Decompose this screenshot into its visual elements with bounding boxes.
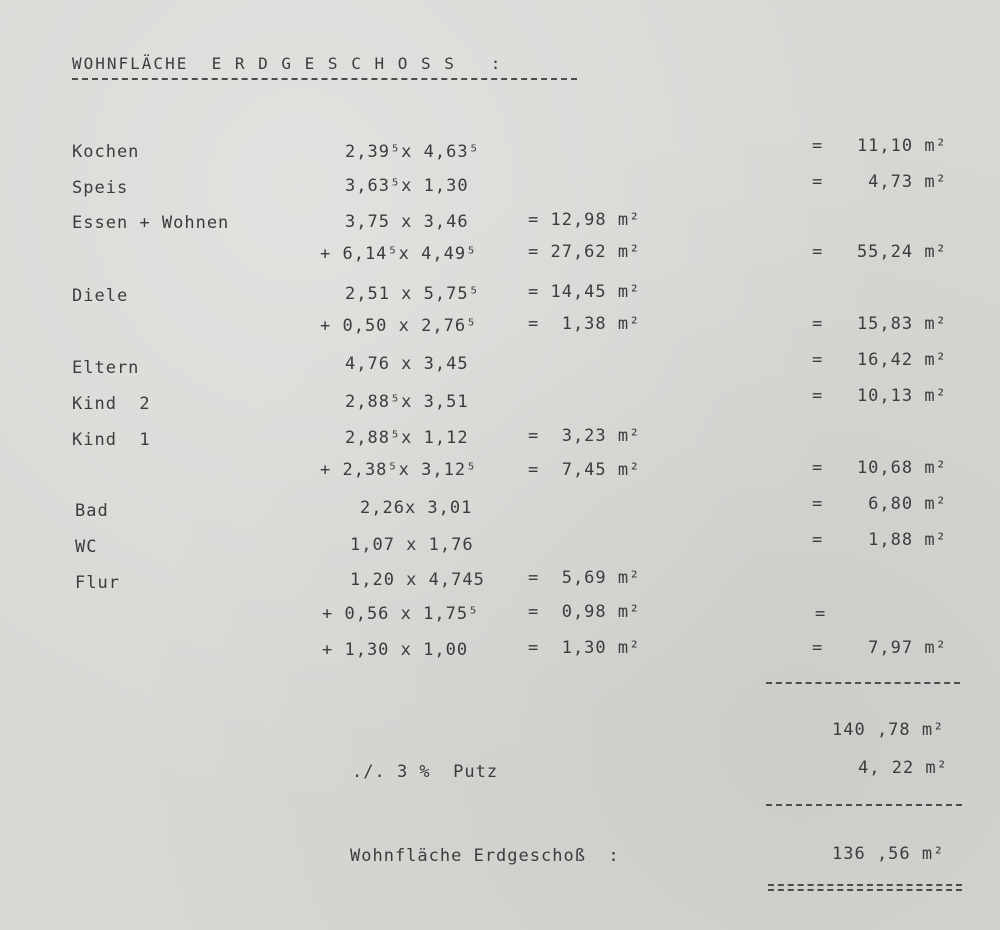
row-calc: 4,76 x 3,45 — [345, 354, 469, 374]
row-calc: 1,07 x 1,76 — [350, 535, 474, 555]
row-total: = 10,68 m² — [812, 458, 947, 478]
row-label: Flur — [75, 573, 120, 593]
row-label: WC — [75, 537, 98, 557]
row-calc: 2,88⁵x 1,12 — [345, 428, 469, 448]
row-label: Kind 2 — [72, 394, 151, 414]
row-label: Diele — [72, 286, 129, 306]
row-total: = 4,73 m² — [812, 172, 947, 192]
putz-rule — [766, 804, 962, 806]
row-total: = 11,10 m² — [812, 136, 947, 156]
row-total: = 1,88 m² — [812, 530, 947, 550]
row-total: = 10,13 m² — [812, 386, 947, 406]
sum-rule — [766, 682, 960, 684]
row-calc: 1,20 x 4,745 — [350, 570, 485, 590]
row-label: Speis — [72, 178, 129, 198]
row-total: = 16,42 m² — [812, 350, 947, 370]
row-total: = 55,24 m² — [812, 242, 947, 262]
row-total: = 15,83 m² — [812, 314, 947, 334]
row-label: Bad — [75, 501, 109, 521]
row-calc: 2,39⁵x 4,63⁵ — [345, 142, 480, 162]
row-total: = — [815, 604, 827, 624]
row-total: = 7,97 m² — [812, 638, 947, 658]
document-heading: WOHNFLÄCHE E R D G E S C H O S S : — [72, 54, 503, 73]
row-subtotal: = 7,45 m² — [528, 460, 641, 480]
final-double-rule — [768, 884, 962, 891]
row-subtotal: = 1,30 m² — [528, 638, 641, 658]
row-total: = 6,80 m² — [812, 494, 947, 514]
row-calc: 2,88⁵x 3,51 — [345, 392, 469, 412]
row-subtotal: = 12,98 m² — [528, 210, 641, 230]
row-calc: + 2,38⁵x 3,12⁵ — [320, 460, 478, 480]
row-calc: 3,75 x 3,46 — [345, 212, 469, 232]
row-subtotal: = 27,62 m² — [528, 242, 641, 262]
final-value: 136 ,56 m² — [832, 844, 945, 864]
row-subtotal: = 1,38 m² — [528, 314, 641, 334]
row-calc: 2,26x 3,01 — [360, 498, 473, 518]
putz-value: 4, 22 m² — [858, 758, 948, 778]
heading-underline — [72, 78, 577, 80]
final-label: Wohnfläche Erdgeschoß : — [350, 846, 620, 866]
row-label: Kochen — [72, 142, 140, 162]
row-label: Essen + Wohnen — [72, 213, 230, 233]
row-subtotal: = 0,98 m² — [528, 602, 641, 622]
row-calc: + 0,50 x 2,76⁵ — [320, 316, 478, 336]
row-subtotal: = 14,45 m² — [528, 282, 641, 302]
row-calc: 2,51 x 5,75⁵ — [345, 284, 480, 304]
row-label: Kind 1 — [72, 430, 151, 450]
row-calc: + 0,56 x 1,75⁵ — [322, 604, 480, 624]
putz-label: ./. 3 % Putz — [352, 762, 499, 782]
row-calc: + 1,30 x 1,00 — [322, 640, 469, 660]
row-subtotal: = 3,23 m² — [528, 426, 641, 446]
row-calc: 3,63⁵x 1,30 — [345, 176, 469, 196]
row-label: Eltern — [72, 358, 140, 378]
row-calc: + 6,14⁵x 4,49⁵ — [320, 244, 478, 264]
sum-value: 140 ,78 m² — [832, 720, 945, 740]
row-subtotal: = 5,69 m² — [528, 568, 641, 588]
